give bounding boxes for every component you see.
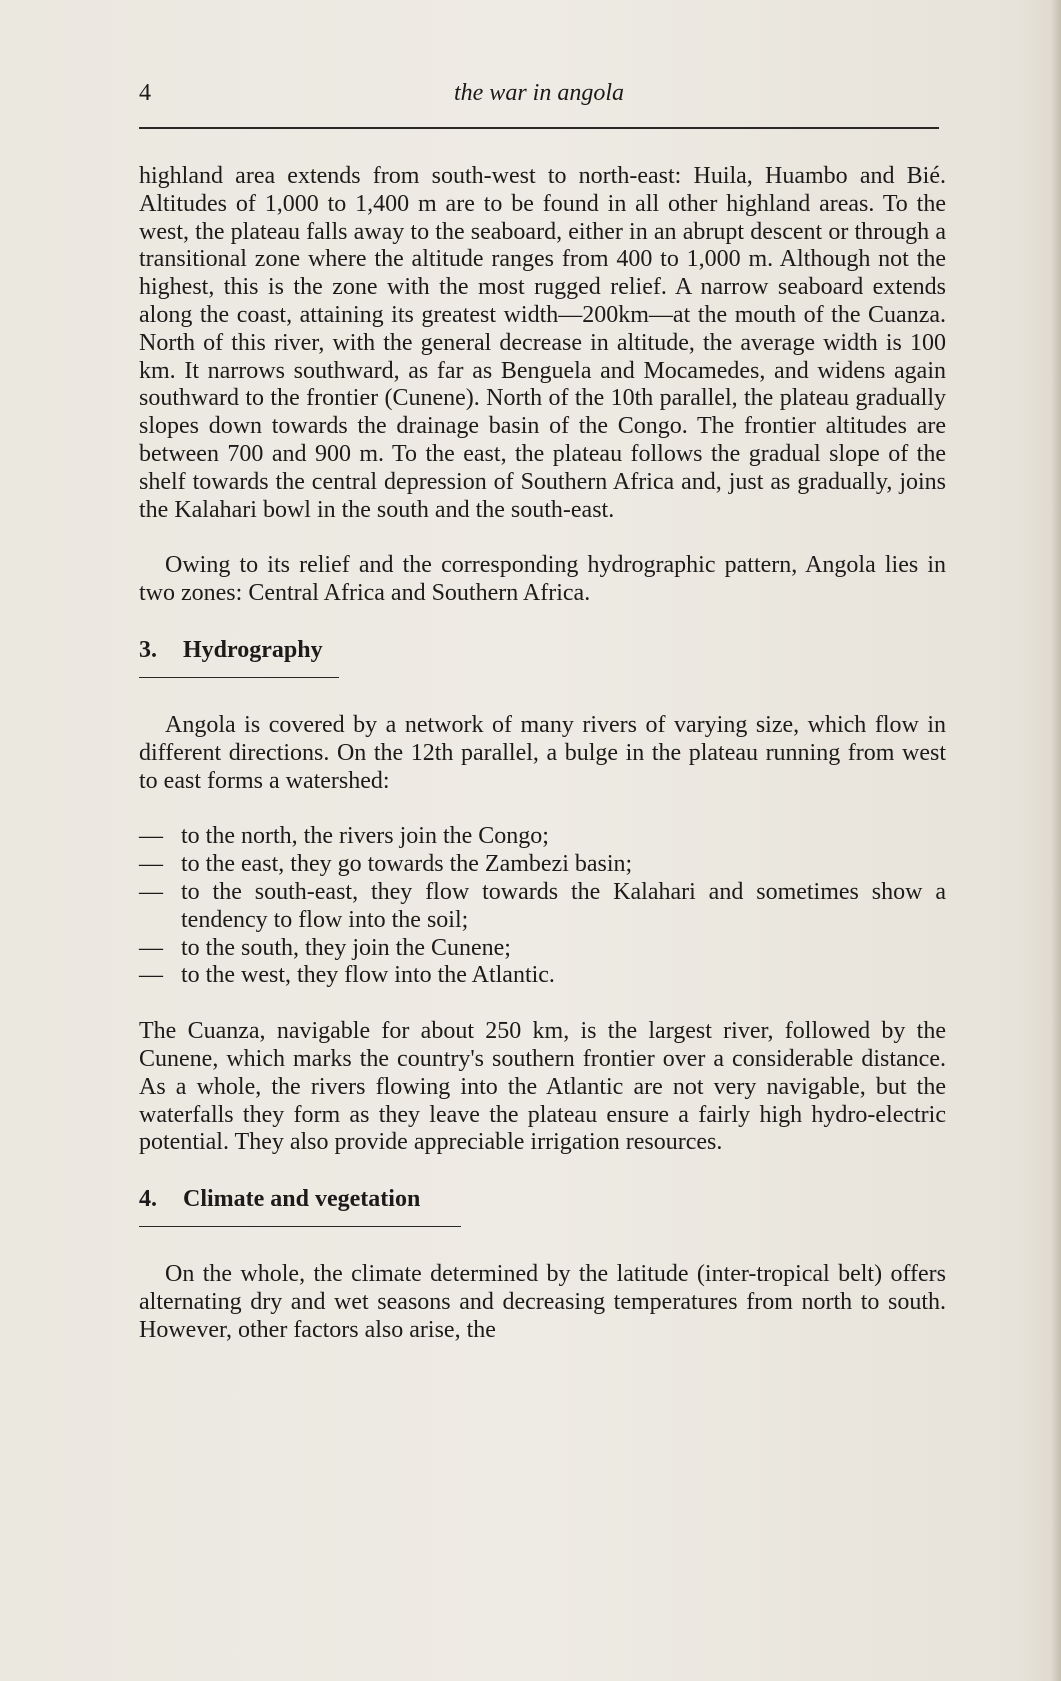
header-rule xyxy=(139,127,939,129)
section-title: Climate and vegetation xyxy=(183,1186,421,1213)
section-number: 3. xyxy=(139,636,157,663)
page-header xyxy=(139,80,939,114)
section-rule xyxy=(139,677,339,678)
list-item: — to the north, the rivers join the Congo; xyxy=(139,823,549,850)
section-rule xyxy=(139,1226,461,1227)
section-title: Hydrography xyxy=(183,636,323,663)
dash-bullet: — xyxy=(139,962,163,989)
list-item: — to the east, they go towards the Zambezi basin; xyxy=(139,851,633,878)
list-item: — to the south, they join the Cunene; xyxy=(139,934,511,961)
dash-bullet: — xyxy=(139,878,163,905)
list-item: — to the west, they flow into the Atlantic. xyxy=(139,962,555,989)
dash-bullet: — xyxy=(139,851,163,878)
paragraph-cuanza: The Cuanza, navigable for about 250 km, is the largest river, followed by the Cunene, which marks the country's southern frontier over a considerable distance. As a whole, the rivers flowing into the Atlantic are not very navigable, but the waterfalls they form as they leave the plateau ensure a fairly high hydro-electric potential. They also provide appreciable irrigation resources. xyxy=(139,1018,946,1156)
paragraph-relief-continued: highland area extends from south-west to north-east: Huila, Huambo and Bié. Altitudes of 1,000 to 1,400 m are to be found in all other highland areas. To the west, the plateau falls away to the seaboard, either in an abrupt descent or through a transitional zone where the altitude ranges from 400 to 1,000 m. Although not the highest, this is the zone with the most rugged relief. A narrow seaboard extends along the coast, attaining its greatest width—200km—at the mouth of the Cuanza. North of this river, with the general decrease in altitude, the average width is 100 km. It narrows southward, as far as Benguela and Mocamedes, and widens again southward to the frontier (Cunene). North of the 10th parallel, the plateau gradually slopes down towards the drainage basin of the Congo. The frontier altitudes are between 700 and 900 m. To the east, the plateau follows the gradual slope of the shelf towards the central depression of Southern Africa and, just as gradually, joins the Kalahari bowl in the south and the south-east. xyxy=(139,163,946,523)
dash-bullet: — xyxy=(139,823,163,850)
list-item: — to the south-east, they flow towards the Kalahari and sometimes show a tendency to flow into the soil; xyxy=(139,878,946,933)
running-head: the war in angola xyxy=(453,80,624,106)
dash-bullet: — xyxy=(139,934,163,961)
paragraph-zones: Owing to its relief and the corresponding hydrographic pattern, Angola lies in two zones: Central Africa and Southern Africa. xyxy=(139,552,946,607)
section-heading-hydrography xyxy=(139,636,946,664)
section-heading-climate xyxy=(139,1185,946,1213)
page-body xyxy=(139,163,946,1345)
paragraph-rivers-intro: Angola is covered by a network of many rivers of varying size, which flow in different directions. On the 12th parallel, a bulge in the plateau running from west to east forms a watershed: xyxy=(139,711,946,794)
watershed-list xyxy=(139,823,946,990)
page-number: 4 xyxy=(139,80,151,106)
section-number: 4. xyxy=(139,1186,157,1213)
paragraph-climate: On the whole, the climate determined by the latitude (inter-tropical belt) offers alternating dry and wet seasons and decreasing temperatures from north to south. However, other factors also arise, the xyxy=(139,1261,946,1343)
page-edge-shadow xyxy=(1051,0,1061,1681)
